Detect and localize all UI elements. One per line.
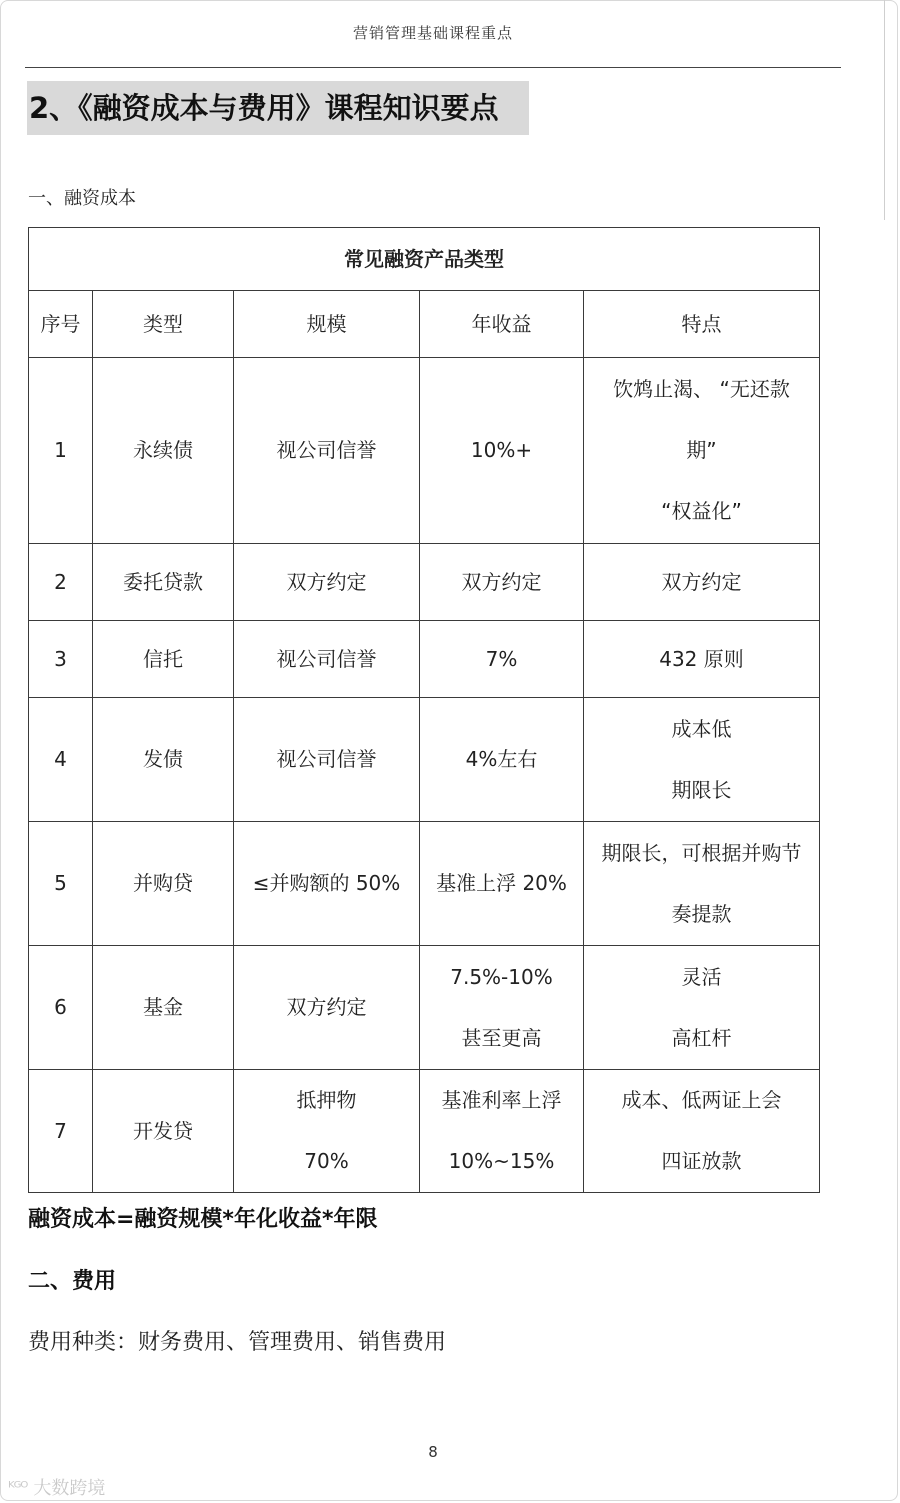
table-row: [29, 946, 820, 1070]
cell-yield: [420, 1070, 584, 1193]
expense-types: 费用种类：财务费用、管理费用、销售费用: [28, 1330, 447, 1355]
cell-text-line: 7%: [485, 646, 518, 671]
cell-text-line: 10%~15%: [448, 1149, 555, 1173]
cell-scale: [234, 358, 420, 544]
cell-type: 基金: [93, 946, 234, 1070]
cell-text-line: 双方约定: [661, 569, 742, 594]
cell-yield: [420, 822, 584, 946]
cell-features: [584, 946, 820, 1070]
cell-type: 信托: [93, 621, 234, 698]
table-row: [29, 358, 820, 544]
page-title: 2、《融资成本与费用》课程知识要点: [27, 81, 529, 135]
cell-yield: [420, 621, 584, 698]
cell-yield: [420, 358, 584, 544]
cell-text-line: 7.5%-10%: [450, 964, 553, 989]
cell-text-line: 432 原则: [659, 646, 744, 671]
margin-line: [884, 0, 885, 220]
column-header: 序号: [29, 291, 93, 358]
table-row: [29, 544, 820, 621]
column-header: 特点: [584, 291, 820, 358]
page-number: 8: [428, 1443, 438, 1461]
cell-text-line: 4%左右: [465, 747, 538, 771]
cell-text-line: 双方约定: [461, 569, 542, 594]
table-caption: 常见融资产品类型: [29, 228, 820, 291]
cell-text-line: 四证放款: [661, 1149, 742, 1173]
cell-text-line: 视公司信誉: [276, 438, 377, 462]
cell-features: [584, 1070, 820, 1193]
cell-text-line: 基准利率上浮: [441, 1088, 562, 1112]
cell-index: 5: [29, 822, 93, 946]
cell-scale: [234, 946, 420, 1070]
cell-scale: [234, 621, 420, 698]
cell-text-line: “权益化”: [661, 499, 742, 523]
watermark: [8, 1474, 105, 1500]
cell-yield: [420, 544, 584, 621]
column-header: 类型: [93, 291, 234, 358]
cell-text-line: 双方约定: [286, 569, 367, 594]
cell-text-line: 甚至更高: [461, 1025, 542, 1050]
cell-text-line: 期”: [686, 438, 717, 462]
cell-yield: [420, 698, 584, 822]
cell-features: [584, 822, 820, 946]
cell-text-line: 期限长: [671, 777, 732, 802]
cell-index: 2: [29, 544, 93, 621]
cell-index: 7: [29, 1070, 93, 1193]
cell-features: [584, 698, 820, 822]
table-row: [29, 1070, 820, 1193]
column-header: 年收益: [420, 291, 584, 358]
running-header: 营销管理基础课程重点: [352, 24, 513, 42]
cell-text-line: 成本低: [671, 716, 732, 741]
cell-scale: [234, 698, 420, 822]
cell-scale: [234, 822, 420, 946]
table-row: [29, 822, 820, 946]
table-row: [29, 621, 820, 698]
cell-features: [584, 544, 820, 621]
cell-text-line: 抵押物: [296, 1088, 357, 1112]
cell-type: 委托贷款: [93, 544, 234, 621]
cell-text-line: 视公司信誉: [276, 747, 377, 771]
cell-text-line: 70%: [304, 1149, 349, 1173]
cell-text-line: 视公司信誉: [276, 646, 377, 671]
watermark-logo-icon: ᴷᴳᴼ: [8, 1477, 28, 1497]
cell-index: 1: [29, 358, 93, 544]
cell-type: 发债: [93, 698, 234, 822]
watermark-text: 大数跨境: [33, 1478, 106, 1499]
cell-features: [584, 621, 820, 698]
cell-text-line: 基准上浮 20%: [436, 871, 567, 895]
section-heading-financing-cost: 一、融资成本: [28, 188, 136, 209]
cell-yield: [420, 946, 584, 1070]
cell-scale: [234, 544, 420, 621]
cell-text-line: 成本、低两证上会: [621, 1088, 782, 1112]
financing-cost-formula: 融资成本=融资规模*年化收益*年限: [28, 1207, 378, 1232]
cell-index: 3: [29, 621, 93, 698]
cell-text-line: 奏提款: [671, 901, 732, 926]
column-header: 规模: [234, 291, 420, 358]
cell-type: 永续债: [93, 358, 234, 544]
cell-text-line: ≤并购额的 50%: [252, 871, 401, 895]
cell-scale: [234, 1070, 420, 1193]
cell-index: 6: [29, 946, 93, 1070]
cell-text-line: 10%+: [470, 438, 533, 462]
header-rule: [25, 67, 841, 68]
cell-text-line: 双方约定: [286, 995, 367, 1019]
cell-type: 并购贷: [93, 822, 234, 946]
table-row: [29, 698, 820, 822]
cell-text-line: 饮鸩止渴、 “无还款: [613, 377, 790, 401]
cell-text-line: 期限长，可根据并购节: [601, 840, 802, 865]
cell-features: [584, 358, 820, 544]
cell-text-line: 高杠杆: [671, 1025, 732, 1050]
cell-type: 开发贷: [93, 1070, 234, 1193]
cell-index: 4: [29, 698, 93, 822]
cell-text-line: 灵活: [681, 964, 722, 989]
financing-products-table: [28, 227, 820, 1193]
section-heading-expenses: 二、费用: [28, 1269, 117, 1294]
table-header-row: [29, 291, 820, 358]
